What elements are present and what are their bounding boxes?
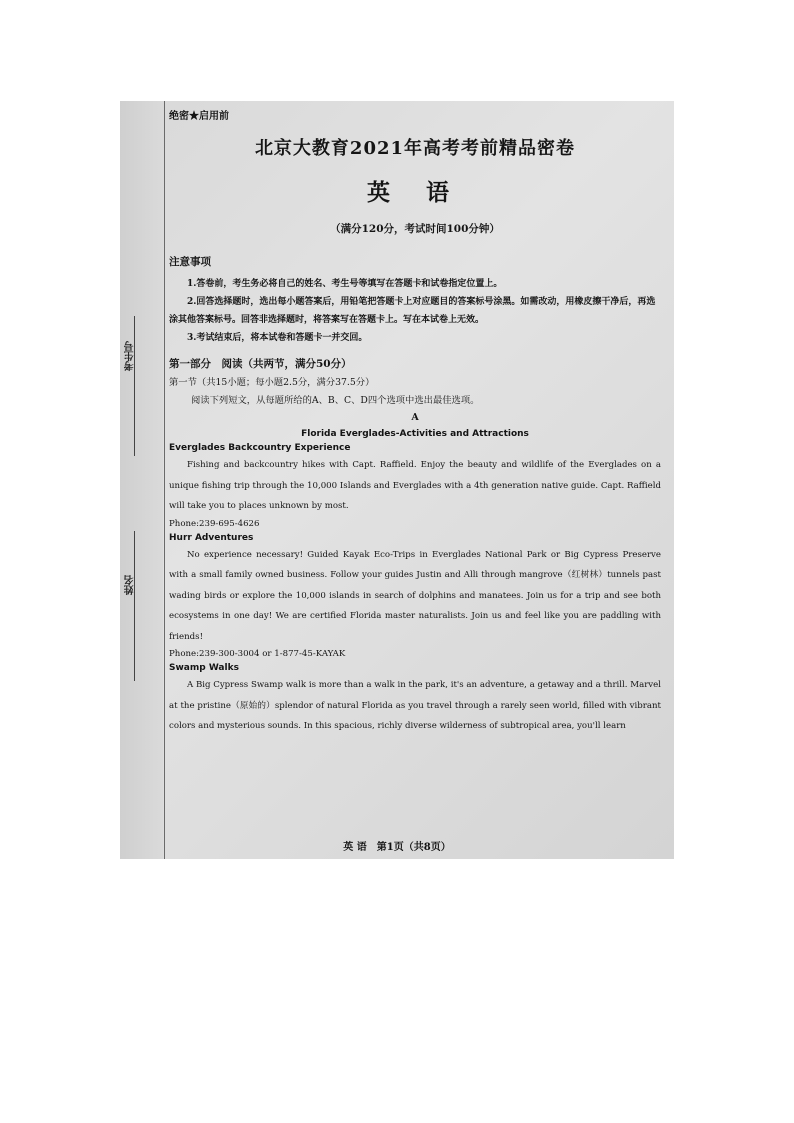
notice-item: 3.考试结束后，将本试卷和答题卡一并交回。	[187, 333, 368, 343]
binding-line	[164, 101, 165, 859]
notice-item: 2.回答选择题时，选出每小题答案后，用铅笔把答题卡上对应题目的答案标号涂黑。如需改动，用橡皮擦干净后，再选涂其他答案标号。回答非选择题时，将答案写在答题卡上。写在本试卷上无效。	[169, 297, 656, 325]
notice-item: 1.答卷前，考生务必将自己的姓名、考生号等填写在答题卡和试卷指定位置上。	[187, 279, 503, 289]
section-phone: Phone:239-300-3004 or 1-877-45-KAYAK	[169, 649, 346, 659]
part-heading: 第一部分 阅读（共两节，满分50分）	[169, 358, 352, 370]
subject-title: 英 语	[366, 179, 463, 206]
score-time: （满分120分，考试时间100分钟）	[330, 223, 500, 235]
section-heading: 第一节（共15小题；每小题2.5分，满分37.5分）	[169, 377, 375, 388]
section-title: Hurr Adventures	[169, 532, 254, 543]
section-body: No experience necessary! Guided Kayak Eco-Trips in Everglades National Park or Big Cypress Preserve with a small family owned business. Follow your guides Justin and Alli through mangrove（红树林）tunnels past wading birds or explore the 10,000 islands in search of dolphins and manatees. Join us for a trip and see both ecosystems in one day! We are certified Florida master naturalists. Join us and feel like you are paddling with friends!	[169, 549, 661, 642]
name-rule	[134, 531, 135, 681]
name-label: 姓名	[125, 575, 136, 595]
confidential-mark: 绝密★启用前	[169, 111, 229, 122]
section-body: Fishing and backcountry hikes with Capt. Raffield. Enjoy the beauty and wildlife of the Everglades on a unique fishing trip through the 10,000 Islands and Everglades with a 4th generation native guide. Capt. Raffield will take you to places unknown by most.	[169, 460, 661, 511]
page-content	[169, 107, 661, 737]
notice-heading: 注意事项	[169, 256, 211, 268]
exam-no-rule	[134, 316, 135, 456]
section-title: Swamp Walks	[169, 663, 239, 673]
passage-title: Florida Everglades-Activities and Attractions	[301, 429, 529, 439]
section-body: A Big Cypress Swamp walk is more than a walk in the park, it's an adventure, a getaway and a thrill. Marvel at the pristine（原始的）splendor of natural Florida as you travel through a rarely seen world, filled with vibrant colors and mysterious sounds. In this spacious, richly diverse wilderness of subtropical area, you'll learn	[169, 680, 661, 731]
binding-margin	[120, 101, 163, 859]
page-footer: 英 语 第1页（共8页）	[343, 842, 451, 853]
exam-no-label: 考生号	[125, 341, 136, 371]
section-phone: Phone:239-695-4626	[169, 518, 260, 529]
exam-page-photo	[120, 101, 674, 859]
instruction: 阅读下列短文，从每题所给的A、B、C、D四个选项中选出最佳选项。	[191, 395, 480, 406]
section-title: Everglades Backcountry Experience	[169, 443, 351, 453]
exam-title: 北京大教育2021年高考考前精品密卷	[254, 138, 576, 159]
passage-letter: A	[411, 412, 419, 423]
